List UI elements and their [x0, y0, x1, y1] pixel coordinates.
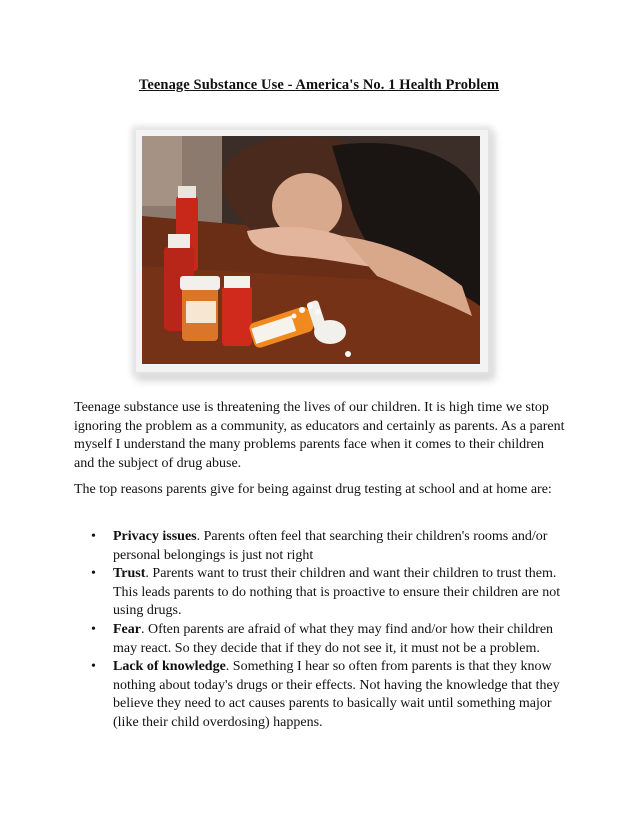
list-item: [74, 621, 566, 658]
bullet-icon: •: [91, 566, 96, 582]
document-title: Teenage Substance Use - America's No. 1 Health Problem: [138, 77, 500, 93]
bullet-icon: •: [91, 659, 96, 675]
list-item: [74, 528, 566, 565]
reason-text: . Parents often feel that searching their children's rooms and/or personal belongings is just not right: [113, 529, 548, 563]
reasons-intro-paragraph: The top reasons parents give for being against drug testing at school and at home are:: [74, 482, 552, 497]
intro-paragraph: Teenage substance use is threatening the lives of our children. It is high time we stop ignoring the problem as a community, as educators and certainly as parents. As a parent myself I understand the many problems parents face when it comes to their children and the subject of drug abuse.: [74, 400, 565, 471]
reason-text: . Something I hear so often from parents is that they know nothing about today's drugs or their effects. Not having the knowledge that they believe they need to act causes parents to basically wait until something major (like their child overdosing) happens.: [113, 659, 560, 730]
reason-title: Privacy issues: [113, 529, 197, 544]
reason-text: . Parents want to trust their children and want their children to trust them. This leads parents to do nothing that is proactive to ensure their children are not using drugs.: [113, 566, 561, 619]
reason-title: Trust: [113, 566, 146, 582]
bullet-icon: •: [91, 621, 96, 637]
photo-frame: [136, 130, 488, 372]
reasons-list: [74, 528, 566, 733]
list-item: [74, 658, 566, 732]
photo-illustration: [142, 136, 480, 364]
reason-text: . Often parents are afraid of what they may find and/or how their children may react. So they decide that if they do not see it, it must not be a problem.: [113, 621, 554, 656]
teen-substance-photo: [142, 136, 480, 364]
bullet-icon: •: [91, 529, 96, 544]
reason-title: Lack of knowledge: [113, 659, 226, 675]
reason-title: Fear: [113, 621, 141, 637]
list-item: [74, 565, 566, 621]
